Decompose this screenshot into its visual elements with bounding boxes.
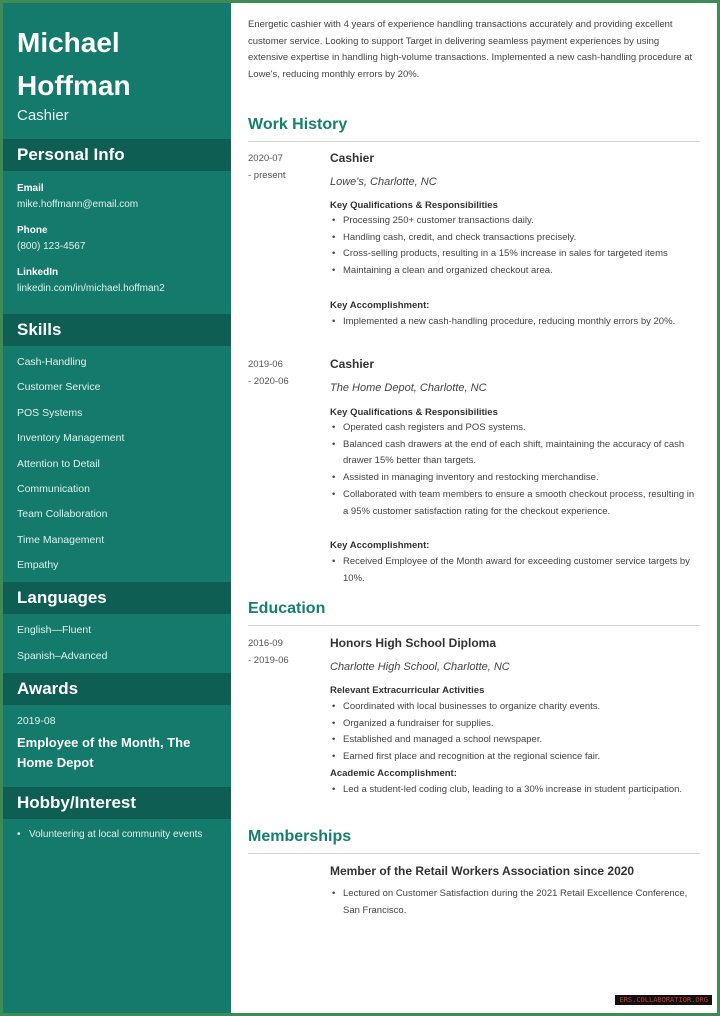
- accomplishment-list: [330, 314, 698, 331]
- job-date-start: 2020-07: [248, 153, 283, 164]
- skill-item: Empathy: [17, 559, 59, 571]
- hobby-item: [17, 826, 222, 843]
- skill-item: POS Systems: [17, 407, 83, 419]
- list-item: • Implemented a new cash-handling procedure, reducing monthly errors by 20%.: [330, 314, 698, 331]
- sidebar: [3, 3, 231, 1013]
- resume-page: [3, 3, 717, 1013]
- bullet-icon: •: [332, 422, 336, 433]
- bullet-icon: •: [332, 231, 336, 243]
- education-date-end: - 2019-06: [248, 655, 289, 666]
- list-item: • Balanced cash drawers at the end of each shift, maintaining the accuracy of cash drawer 15% better than targets.: [332, 438, 685, 467]
- bullet-icon: •: [332, 438, 336, 450]
- membership-title: Member of the Retail Workers Association since 2020: [330, 864, 635, 878]
- hobby-heading: Hobby/Interest: [3, 787, 231, 819]
- job-title: Cashier: [330, 151, 375, 165]
- job-title: Cashier: [330, 357, 375, 371]
- summary-text: Energetic cashier with 4 years of experience handling transactions accurately and providing excellent customer service. Looking to support Target in delivering seamless payment experiences by using extensive expertise in handling high-volume transactions. Implemented a new cash-handling procedure at Lowe's, reducing monthly errors by 20%.: [248, 19, 693, 80]
- bullet-icon: •: [17, 829, 21, 840]
- bullet-icon: •: [332, 888, 336, 899]
- list-item: • Processing 250+ customer transactions daily.: [330, 213, 698, 230]
- job-date: [248, 356, 318, 390]
- email-value[interactable]: mike.hoffmann@email.com: [17, 199, 139, 210]
- list-item: • Assisted in managing inventory and restocking merchandise.: [330, 470, 698, 487]
- qualifications-list: [330, 420, 698, 520]
- profile-title: Cashier: [17, 107, 69, 124]
- bullet-icon: •: [332, 784, 336, 795]
- bullet-icon: •: [332, 717, 336, 729]
- bullet-icon: •: [332, 248, 336, 260]
- academic-accomplishment-list: [330, 782, 698, 799]
- work-history-heading: Work History: [248, 116, 348, 133]
- divider: [248, 625, 700, 626]
- personal-info-heading: Personal Info: [3, 139, 231, 171]
- accomplishment-label: Key Accomplishment:: [330, 540, 430, 551]
- skill-item: Attention to Detail: [17, 458, 100, 470]
- accomplishment-label: Key Accomplishment:: [330, 300, 430, 311]
- education-heading: Education: [248, 600, 326, 617]
- degree-title: Honors High School Diploma: [330, 636, 497, 650]
- bullet-icon: •: [332, 265, 336, 277]
- skill-item: Cash-Handling: [17, 356, 87, 368]
- email-label: Email: [17, 183, 44, 194]
- list-item: • Collaborated with team members to ensure a smooth checkout process, resulting in a 95% customer satisfaction rating for the checkout experience.: [332, 488, 695, 517]
- activities-list: [330, 699, 698, 766]
- award-date: 2019-08: [17, 715, 56, 727]
- qualifications-label: Key Qualifications & Responsibilities: [330, 200, 498, 211]
- qualifications-list: [330, 213, 698, 280]
- accomplishment-list: [330, 554, 698, 587]
- list-item: • Led a student-led coding club, leading to a 30% increase in student participation.: [330, 782, 698, 799]
- languages-heading: Languages: [3, 582, 231, 614]
- linkedin-label: LinkedIn: [17, 267, 59, 278]
- job-date: [248, 150, 318, 184]
- bullet-icon: •: [332, 556, 336, 567]
- bullet-icon: •: [332, 316, 336, 327]
- list-item: • Received Employee of the Month award for exceeding customer service targets by 10%.: [332, 556, 690, 584]
- divider: [248, 853, 700, 854]
- profile-name: Michael Hoffman: [17, 27, 131, 101]
- skill-item: Communication: [17, 483, 90, 495]
- membership-list: [330, 886, 698, 919]
- academic-accomplishment-label: Academic Accomplishment:: [330, 768, 457, 779]
- bullet-icon: •: [332, 751, 336, 763]
- skill-item: Time Management: [17, 534, 105, 546]
- qualifications-label: Key Qualifications & Responsibilities: [330, 407, 498, 418]
- skill-item: Customer Service: [17, 381, 101, 393]
- list-item: • Cross-selling products, resulting in a 15% increase in sales for targeted items: [330, 246, 698, 263]
- bullet-icon: •: [332, 472, 336, 484]
- list-item: • Maintaining a clean and organized checkout area.: [330, 263, 698, 280]
- watermark: ERS.COLLABORATIOR.ORG: [615, 995, 712, 1005]
- memberships-heading: Memberships: [248, 828, 352, 845]
- list-item: • Earned first place and recognition at the regional science fair.: [330, 749, 698, 766]
- award-title: Employee of the Month, The Home Depot: [17, 735, 191, 770]
- list-item: • Operated cash registers and POS systems.: [330, 420, 698, 437]
- skill-item: Inventory Management: [17, 432, 125, 444]
- bullet-icon: •: [332, 734, 336, 746]
- job-date-end: - present: [248, 170, 286, 181]
- language-item: English—Fluent: [17, 624, 92, 636]
- job-date-end: - 2020-06: [248, 376, 289, 387]
- awards-heading: Awards: [3, 673, 231, 705]
- activities-label: Relevant Extracurricular Activities: [330, 685, 485, 696]
- list-item: • Organized a fundraiser for supplies.: [330, 716, 698, 733]
- phone-value[interactable]: (800) 123-4567: [17, 241, 86, 252]
- job-org: Lowe's, Charlotte, NC: [330, 176, 437, 188]
- divider: [248, 141, 700, 142]
- list-item: • Handling cash, credit, and check transactions precisely.: [330, 230, 698, 247]
- bullet-icon: •: [332, 701, 336, 712]
- education-date-start: 2016-09: [248, 638, 283, 649]
- bullet-icon: •: [332, 215, 336, 226]
- linkedin-value[interactable]: linkedin.com/in/michael.hoffman2: [17, 283, 165, 294]
- skill-item: Team Collaboration: [17, 508, 108, 520]
- phone-label: Phone: [17, 225, 48, 236]
- list-item: • Established and managed a school newspaper.: [330, 732, 698, 749]
- language-item: Spanish–Advanced: [17, 650, 108, 662]
- education-date: [248, 635, 318, 669]
- school-name: Charlotte High School, Charlotte, NC: [330, 661, 510, 673]
- skills-heading: Skills: [3, 314, 231, 346]
- bullet-icon: •: [332, 488, 336, 500]
- list-item: • Coordinated with local businesses to organize charity events.: [330, 699, 698, 716]
- job-org: The Home Depot, Charlotte, NC: [330, 382, 487, 394]
- hobby-text: Volunteering at local community events: [29, 829, 203, 840]
- job-date-start: 2019-06: [248, 359, 283, 370]
- list-item: • Lectured on Customer Satisfaction during the 2021 Retail Excellence Conference, San Francisco.: [332, 888, 688, 916]
